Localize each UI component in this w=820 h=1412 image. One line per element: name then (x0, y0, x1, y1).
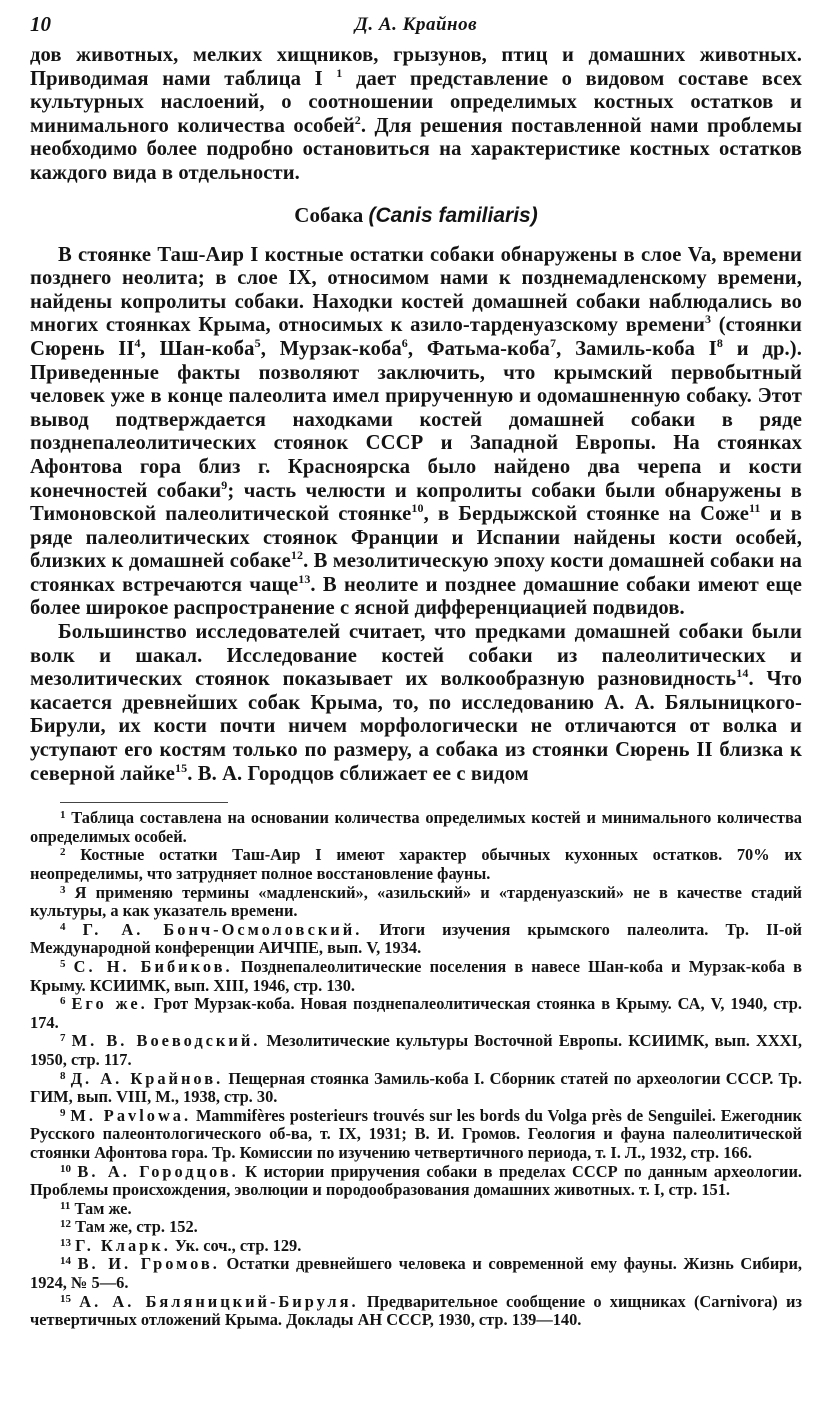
footnote-text: Грот Мурзак-коба. Новая позднепалеолитическая стоянка в Крыму. СА, V, 1940, стр. 174. (30, 994, 803, 1032)
footnote-text: Пещерная стоянка Замиль-коба I. Сборник статей по археологии СССР. Тр. ГИМ, вып. VIII, М., 1938, стр. 30. (30, 1068, 802, 1107)
text-span: (стоянки Сюрень II (30, 314, 802, 360)
footnote-number: 9 (60, 1106, 66, 1119)
footnote-ref: 7 (549, 335, 557, 350)
heading-latin: (Canis familiaris) (368, 203, 538, 227)
footnote-number: 2 (60, 846, 66, 859)
text-span: . Что касается древнейших собак Крыма, то, по исследованию А. А. Бялыницкого-Бирули, их кости почти ничем морфологически не отличаются от волка и уступают его костям только по размеру, а собака из стоянки Сюрень II близка к северной лайке (30, 668, 802, 785)
footnote-ref: 12 (290, 548, 304, 563)
footnote-author: Его же. (71, 994, 148, 1014)
footnote-author: В. И. Громов. (77, 1254, 220, 1274)
footnote (30, 1163, 802, 1200)
footnote-number: 8 (60, 1069, 66, 1082)
footnote-ref: 4 (134, 335, 141, 350)
footnote-number: 12 (60, 1218, 71, 1231)
footnote (30, 1293, 802, 1330)
footnote-text: Я применяю термины «мадленский», «азильский» и «тарденуазский» не в качестве стадий культуры, а как указатель времени. (30, 882, 802, 921)
paragraph-2 (30, 244, 802, 622)
footnote-text: Mammifères posterieurs trouvés sur les bords du Volga près de Senguilei. Ежегодник Русского палеонтологического об-ва, т. IX, 1931; В. И. Громов. Геология и фауна палеолитической стоянки Афонтова гора. Тр. Комиссии по изучению четвертичного периода, т. I. Л., 1932, стр. 166. (30, 1105, 802, 1162)
footnote-number: 5 (60, 957, 66, 970)
footnote (30, 958, 802, 995)
footnote-ref: 2 (354, 112, 361, 127)
footnote-ref: 10 (411, 501, 424, 516)
footnote-number: 4 (60, 920, 66, 933)
footnote-author: Г. Кларк. (75, 1235, 171, 1255)
footnote-ref: 11 (748, 501, 761, 516)
footnote (30, 809, 802, 846)
footnote-author: Г. А. Бонч-Осмоловский. (82, 919, 363, 939)
book-page (30, 10, 802, 1330)
footnote (30, 1255, 802, 1292)
body-text (30, 44, 802, 786)
footnote-number: 11 (60, 1199, 71, 1212)
footnote-text: Мезолитические культуры Восточной Европы. КСИИМК, вып. XXXI, 1950, стр. 117. (30, 1031, 802, 1069)
text-span: , в Бердыжской стоянке на Соже (423, 503, 749, 526)
footnote-number: 7 (60, 1032, 66, 1045)
footnote-ref: 6 (401, 335, 408, 350)
text-span: , Фатьма-коба (407, 337, 550, 360)
text-span: В стоянке Таш-Аир I костные остатки собаки обнаружены в слое Va, времени позднего неолита; в слое IX, относимом нами к позднемадленскому времени, найдены копролиты собаки. Находки костей домашней собаки наблюдались во многих стоянках Крыма, относимых к азило-тарденуазскому времени (30, 243, 802, 337)
footnote-author: А. А. Бяляницкий-Бируля. (79, 1291, 359, 1311)
text-span: ; часть челюсти и копролиты собаки были обнаружены в Тимоновской палеолитической стоянке (30, 479, 802, 526)
heading-russian: Собака (294, 202, 369, 227)
paragraph-3 (30, 621, 802, 786)
footnote-text: Ук. соч., стр. 129. (170, 1235, 302, 1255)
footnote-text: Таблица составлена на основании количества определимых костей и минимального количества определимых особей. (30, 808, 802, 846)
footnote-author: M. Pavlowa. (70, 1105, 192, 1125)
footnote-ref: 1 (336, 65, 343, 80)
footnote (30, 884, 802, 921)
paragraph-1 (30, 44, 802, 186)
footnote-number: 14 (60, 1255, 71, 1268)
footnote (30, 1200, 802, 1219)
footnote-ref: 3 (705, 312, 712, 327)
footnote-ref: 8 (716, 335, 723, 350)
text-span: дает представление о видовом составе всех культурных наслоений, о соотношении определимых костных остатков и минимального количества особей (30, 67, 802, 137)
footnote-number: 1 (60, 809, 66, 822)
running-head: Д. А. Крайнов (354, 14, 478, 35)
footnote-author: М. В. Воеводский. (71, 1031, 261, 1051)
footnote-text: Предварительное сообщение о хищниках (Carnivora) из четвертичных отложений Крыма. Доклады АН СССР, 1930, стр. 139—140. (30, 1291, 802, 1330)
footnote-number: 3 (60, 883, 66, 896)
text-span: . В неолите и позднее домашние собаки имеют еще более широкое распространение с ясной дифференциацией подвидов. (30, 573, 803, 620)
footnote-text: Костные остатки Таш-Аир I имеют характер обычных кухонных остатков. 70% их неопределимы, что затрудняет полное восстановление фауны. (30, 845, 802, 883)
footnote (30, 1032, 802, 1069)
text-span: Большинство исследователей считает, что предками домашней собаки были волк и шакал. Исследование костей собаки из палеолитических и мезолитических стоянок показывает их волкообразную разновидность (30, 621, 802, 691)
text-span: дов животных, мелких хищников, грызунов, птиц и домашних животных. Приводимая нами таблица I (30, 44, 802, 90)
footnote-ref: 15 (175, 760, 188, 775)
footnote-number: 10 (60, 1162, 71, 1175)
text-span: и др.). Приведенные факты позволяют заключить, что крымский первобытный человек уже в конце палеолита имел прирученную и одомашненную собаку. Этот вывод подтверждается находками костей домашней собаки в ряде позднепалеолитических стоянок СССР и Западной Европы. На стоянках Афонтова гора близ г. Красноярска было найдено два черепа и кости конечностей собаки (30, 337, 802, 502)
footnote-text: Там же, стр. 152. (75, 1217, 198, 1237)
text-span: . В. А. Городцов сближает ее с видом (187, 762, 529, 785)
text-span: , Шан-коба (140, 337, 255, 360)
text-span: . В мезолитическую эпоху кости домашней собаки на стоянках встречаются чаще (30, 550, 803, 596)
footnote (30, 995, 802, 1032)
footnote-text: Там же. (74, 1198, 132, 1218)
footnote-divider (60, 802, 228, 803)
footnote (30, 1218, 802, 1237)
footnote-ref: 9 (221, 477, 228, 492)
footnote-number: 6 (60, 995, 66, 1008)
footnote-text: Позднепалеолитические поселения в навесе Шан-коба и Мурзак-коба в Крыму. КСИИМК, вып. XIII, 1946, стр. 130. (30, 956, 802, 995)
section-heading (30, 203, 802, 228)
page-header (30, 10, 802, 44)
footnote (30, 1237, 802, 1256)
text-span: , Мурзак-коба (260, 337, 402, 360)
page-number: 10 (30, 12, 51, 36)
text-span: , Замиль-коба I (556, 337, 717, 360)
footnote-number: 13 (60, 1236, 71, 1249)
footnote-ref: 14 (736, 666, 749, 681)
footnote-ref: 13 (298, 571, 311, 586)
footnote-author: С. Н. Бибиков. (73, 956, 233, 976)
footnote-text: К истории приручения собаки в пределах СССР по данным археологии. Проблемы происхождения, эволюции и породообразования домашних животных. т. I, стр. 151. (30, 1161, 802, 1200)
footnote-author: В. А. Городцов. (77, 1161, 239, 1181)
text-span: . Для решения поставленной нами проблемы необходимо более подробно остановиться на характеристике костных остатков каждого вида в отдельности. (30, 114, 802, 184)
footnote-text: Остатки древнейшего человека и современной ему фауны. Жизнь Сибири, 1924, № 5—6. (30, 1254, 802, 1293)
footnote (30, 846, 802, 883)
footnotes (30, 809, 802, 1330)
footnote-number: 15 (60, 1292, 71, 1305)
text-span: и в ряде палеолитических стоянок Франции и Испании найдены кости особей, близких к домашней собаке (30, 503, 802, 573)
footnote (30, 921, 802, 958)
footnote-ref: 5 (254, 335, 261, 350)
footnote-author: Д. А. Крайнов. (70, 1068, 224, 1088)
footnote (30, 1107, 802, 1163)
footnote-text: Итоги изучения крымского палеолита. Тр. II-ой Международной конференции АИЧПЕ, вып. V, 1934. (30, 919, 802, 958)
footnote (30, 1070, 802, 1107)
